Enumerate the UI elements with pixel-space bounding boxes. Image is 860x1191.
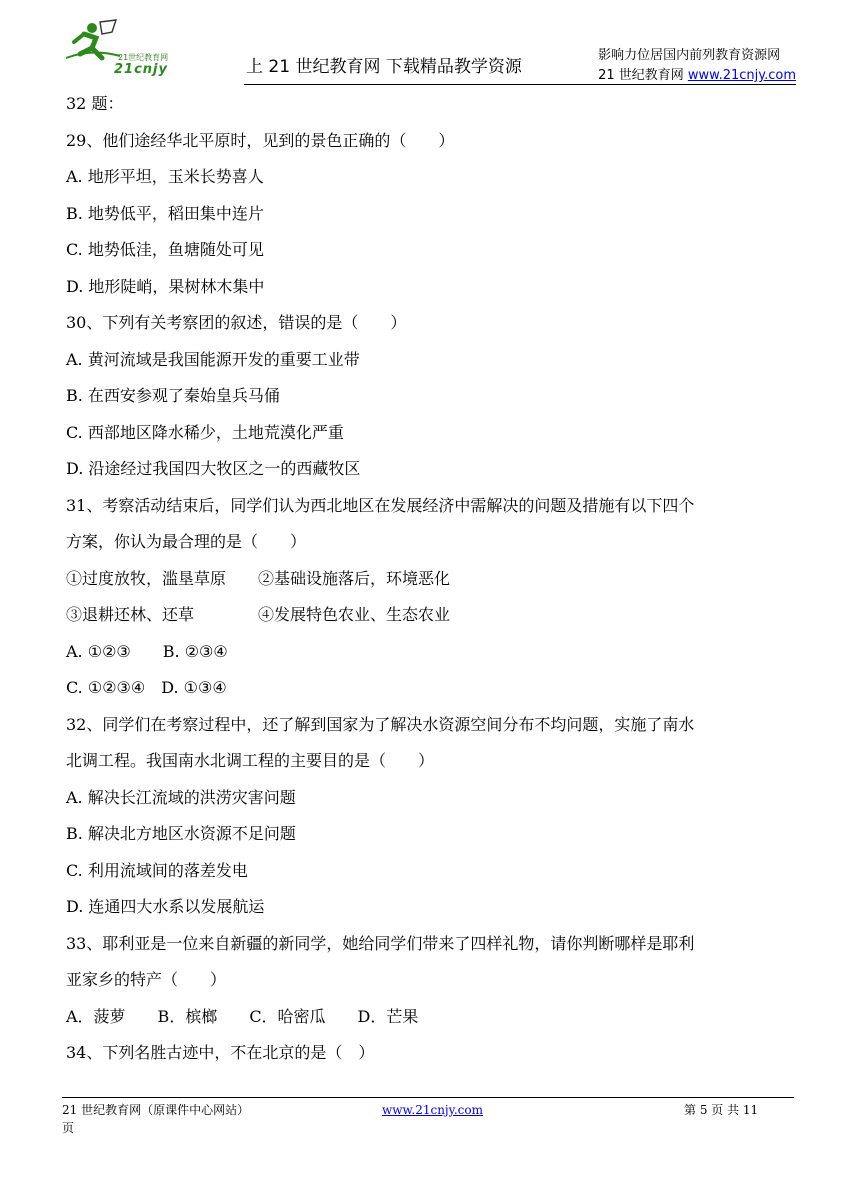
option-d: D. 沿途经过我国四大牧区之一的西藏牧区	[66, 459, 361, 478]
option-a: A. 地形平坦，玉米长势喜人	[66, 167, 264, 186]
option-a: A. 解决长江流域的洪涝灾害问题	[66, 787, 296, 807]
logo-caption: 21世纪教育网	[118, 53, 169, 62]
header-rule	[244, 84, 796, 85]
header-title: 上 21 世纪教育网 下载精品教学资源	[246, 57, 522, 77]
option-ab: A. ①②③ B. ②③④	[66, 641, 228, 661]
exam-content	[66, 86, 798, 1072]
header-site-link[interactable]: www.21cnjy.com	[687, 68, 796, 83]
option-cd: C. ①②③④ D. ①③④	[66, 678, 227, 697]
header-slogan-line2	[598, 66, 796, 86]
header-slogan	[598, 46, 796, 86]
question-31-cont: 方案，你认为最合理的是（ ）	[66, 532, 307, 551]
option-c: C. 地势低洼，鱼塘随处可见	[66, 240, 264, 259]
footer-site-name: 21 世纪教育网（原课件中心网站）	[62, 1103, 250, 1117]
option-c: C. 利用流域间的落差发电	[66, 860, 248, 880]
question-30: 30、下列有关考察团的叙述，错误的是（ ）	[66, 313, 407, 332]
question-34: 34、下列名胜古迹中，不在北京的是（ ）	[66, 1043, 375, 1062]
question-33-cont: 亚家乡的特产（ ）	[66, 970, 227, 989]
text-line: 32 题：	[66, 94, 124, 113]
header-slogan-line1: 影响力位居国内前列教育资源网	[598, 48, 781, 63]
option-d: D. 地形陡峭，果树林木集中	[66, 276, 265, 296]
page-header	[62, 14, 796, 82]
option-a: A. 黄河流域是我国能源开发的重要工业带	[66, 349, 360, 369]
measures-line: ③退耕还林、还草 ④发展特色农业、生态农业	[66, 605, 451, 624]
runner-logo-icon	[62, 18, 122, 64]
option-b: B. 地势低平，稻田集中连片	[66, 203, 264, 223]
logo-wordmark: 21cnjy	[114, 62, 168, 77]
option-b: B. 在西安参观了秦始皇兵马俑	[66, 386, 280, 405]
measures-line: ①过度放牧，滥垦草原 ②基础设施落后，环境恶化	[66, 568, 451, 588]
question-32-cont: 北调工程。我国南水北调工程的主要目的是（ ）	[66, 751, 435, 770]
option-d: D. 连通四大水系以发展航运	[66, 897, 265, 916]
question-32: 32、同学们在考察过程中，还了解到国家为了解决水资源空间分布不均问题，实施了南水	[66, 714, 695, 734]
header-site-name: 21 世纪教育网	[598, 68, 688, 83]
question-31: 31、考察活动结束后，同学们认为西北地区在发展经济中需解决的问题及措施有以下四个	[66, 495, 695, 515]
question-29: 29、他们途经华北平原时，见到的景色正确的（ ）	[66, 130, 455, 150]
option-c: C. 西部地区降水稀少，土地荒漠化严重	[66, 422, 344, 442]
footer-site-link[interactable]: www.21cnjy.com	[382, 1103, 483, 1117]
question-33: 33、耶利亚是一位来自新疆的新同学，她给同学们带来了四样礼物，请你判断哪样是耶利	[66, 933, 695, 953]
page-number: 第 5 页 共 11	[684, 1103, 759, 1117]
page-number-wrap: 页	[62, 1121, 75, 1135]
option-b: B. 解决北方地区水资源不足问题	[66, 824, 296, 843]
options-inline: A．菠萝 B．槟榔 C．哈密瓜 D．芒果	[66, 1006, 419, 1026]
footer-rule	[62, 1097, 794, 1098]
site-logo[interactable]	[62, 18, 182, 84]
